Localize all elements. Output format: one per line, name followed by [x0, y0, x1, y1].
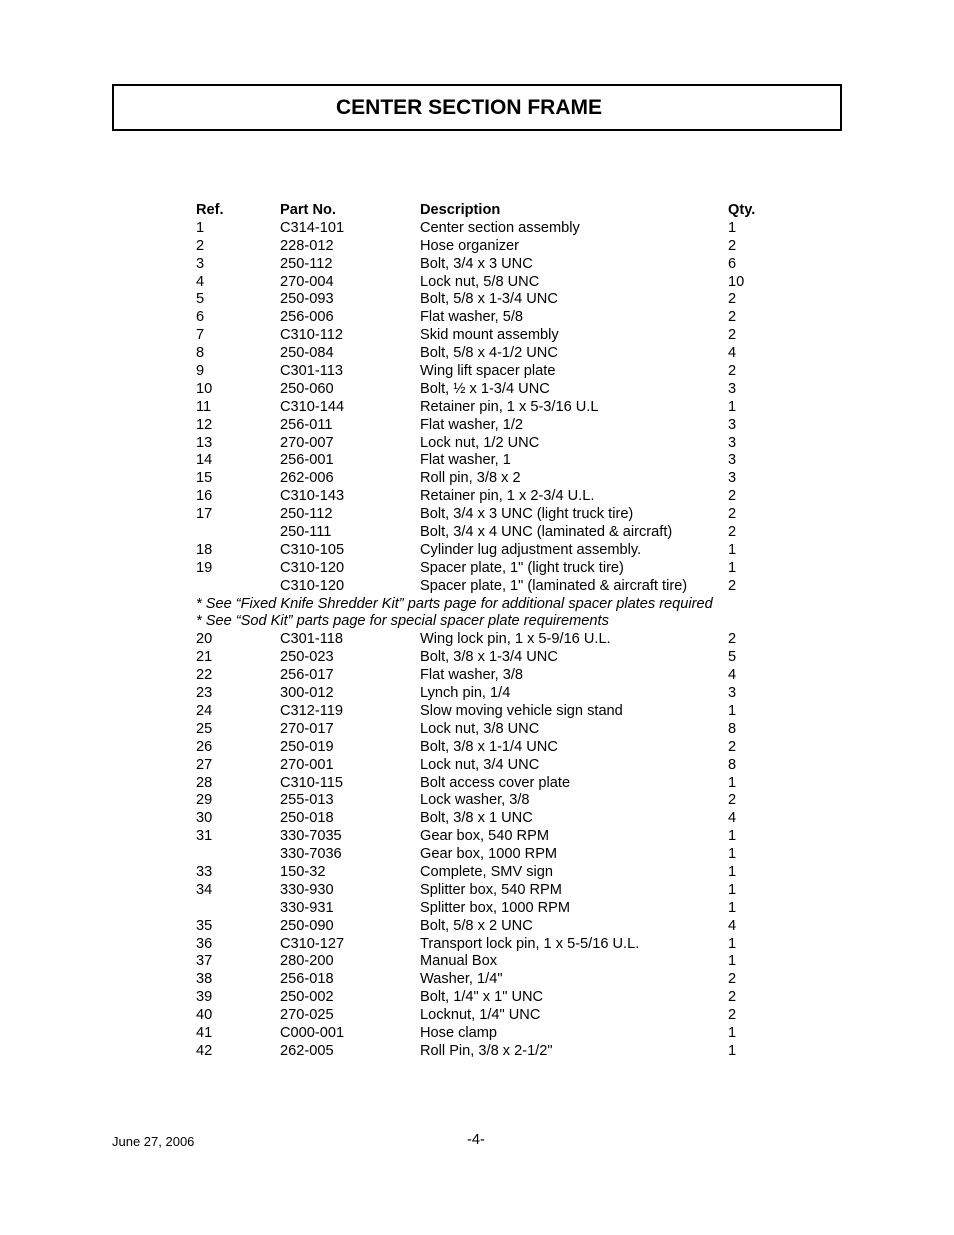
- ref-cell: 4: [196, 273, 205, 290]
- qty-cell: 3: [728, 685, 737, 702]
- qty-cell: 2: [728, 363, 737, 380]
- qty-cell: 8: [728, 720, 737, 737]
- description-cell: Bolt, 5/8 x 4-1/2 UNC: [420, 345, 558, 362]
- qty-cell: 3: [728, 470, 737, 487]
- header-part-no: Part No.: [280, 202, 336, 218]
- page-number: -4-: [467, 1132, 485, 1148]
- qty-cell: 2: [728, 1007, 737, 1024]
- part-no-cell: 250-084: [280, 345, 334, 362]
- table-row: [196, 363, 796, 381]
- ref-cell: 31: [196, 828, 213, 845]
- part-no-cell: 256-018: [280, 971, 334, 988]
- qty-cell: 2: [728, 631, 737, 648]
- parts-note: [196, 596, 796, 614]
- table-row: [196, 220, 796, 238]
- table-row: [196, 882, 796, 900]
- table-row: [196, 810, 796, 828]
- qty-cell: 3: [728, 380, 737, 397]
- description-cell: Gear box, 540 RPM: [420, 828, 549, 845]
- qty-cell: 1: [728, 935, 737, 952]
- ref-cell: 18: [196, 541, 213, 558]
- ref-cell: 5: [196, 291, 205, 308]
- parts-note: [196, 613, 796, 631]
- qty-cell: 3: [728, 416, 737, 433]
- qty-cell: 1: [728, 559, 737, 576]
- ref-cell: 36: [196, 935, 213, 952]
- table-row: [196, 435, 796, 453]
- description-cell: Lock nut, 1/2 UNC: [420, 434, 540, 451]
- table-row: [196, 345, 796, 363]
- note-text: * See “Sod Kit” parts page for special spacer plate requirements: [196, 613, 609, 630]
- qty-cell: 1: [728, 828, 737, 845]
- table-row: [196, 828, 796, 846]
- description-cell: Manual Box: [420, 953, 498, 970]
- ref-cell: 20: [196, 631, 213, 648]
- qty-cell: 4: [728, 667, 737, 684]
- qty-cell: 2: [728, 237, 737, 254]
- table-row: [196, 488, 796, 506]
- qty-cell: 2: [728, 309, 737, 326]
- ref-cell: 42: [196, 1042, 213, 1059]
- part-no-cell: 250-023: [280, 649, 334, 666]
- description-cell: Wing lock pin, 1 x 5-9/16 U.L.: [420, 631, 611, 648]
- description-cell: Flat washer, 1/2: [420, 416, 524, 433]
- table-row: [196, 667, 796, 685]
- qty-cell: 2: [728, 577, 737, 594]
- description-cell: Lynch pin, 1/4: [420, 685, 511, 702]
- description-cell: Bolt, 3/4 x 4 UNC (laminated & aircraft): [420, 524, 673, 541]
- description-cell: Washer, 1/4": [420, 971, 503, 988]
- table-row: [196, 327, 796, 345]
- table-row: [196, 1043, 796, 1061]
- part-no-cell: C310-143: [280, 488, 345, 505]
- qty-cell: 1: [728, 541, 737, 558]
- description-cell: Locknut, 1/4" UNC: [420, 1007, 541, 1024]
- part-no-cell: 270-001: [280, 756, 334, 773]
- table-row: [196, 971, 796, 989]
- table-row: [196, 631, 796, 649]
- part-no-cell: 280-200: [280, 953, 334, 970]
- description-cell: Lock washer, 3/8: [420, 792, 530, 809]
- qty-cell: 6: [728, 255, 737, 272]
- part-no-cell: C310-120: [280, 577, 345, 594]
- description-cell: Slow moving vehicle sign stand: [420, 702, 623, 719]
- ref-cell: 27: [196, 756, 213, 773]
- part-no-cell: 228-012: [280, 237, 334, 254]
- qty-cell: 8: [728, 756, 737, 773]
- qty-cell: 2: [728, 971, 737, 988]
- description-cell: Retainer pin, 1 x 2-3/4 U.L.: [420, 488, 595, 505]
- qty-cell: 4: [728, 917, 737, 934]
- part-no-cell: C310-115: [280, 774, 344, 791]
- part-no-cell: 250-112: [280, 255, 333, 272]
- table-row: [196, 900, 796, 918]
- part-no-cell: 262-006: [280, 470, 334, 487]
- qty-cell: 2: [728, 792, 737, 809]
- part-no-cell: C312-119: [280, 702, 344, 719]
- part-no-cell: C310-127: [280, 935, 345, 952]
- description-cell: Hose organizer: [420, 237, 519, 254]
- ref-cell: 39: [196, 989, 213, 1006]
- ref-cell: 10: [196, 380, 213, 397]
- description-cell: Wing lift spacer plate: [420, 363, 556, 380]
- qty-cell: 2: [728, 506, 737, 523]
- description-cell: Bolt access cover plate: [420, 774, 571, 791]
- description-cell: Spacer plate, 1" (light truck tire): [420, 559, 624, 576]
- qty-cell: 1: [728, 863, 737, 880]
- part-no-cell: 250-002: [280, 989, 334, 1006]
- ref-cell: 25: [196, 720, 213, 737]
- ref-cell: 9: [196, 363, 205, 380]
- qty-cell: 1: [728, 1024, 737, 1041]
- ref-cell: 17: [196, 506, 213, 523]
- table-row: [196, 846, 796, 864]
- description-cell: Roll pin, 3/8 x 2: [420, 470, 521, 487]
- description-cell: Lock nut, 3/4 UNC: [420, 756, 540, 773]
- table-row: [196, 721, 796, 739]
- ref-cell: 3: [196, 255, 205, 272]
- table-row: [196, 238, 796, 256]
- part-no-cell: 256-017: [280, 667, 334, 684]
- qty-cell: 1: [728, 881, 737, 898]
- table-row: [196, 399, 796, 417]
- part-no-cell: C000-001: [280, 1024, 345, 1041]
- description-cell: Skid mount assembly: [420, 327, 559, 344]
- qty-cell: 4: [728, 345, 737, 362]
- description-cell: Gear box, 1000 RPM: [420, 846, 558, 863]
- description-cell: Retainer pin, 1 x 5-3/16 U.L: [420, 398, 599, 415]
- table-row: [196, 918, 796, 936]
- description-cell: Flat washer, 5/8: [420, 309, 524, 326]
- table-row: [196, 685, 796, 703]
- qty-cell: 1: [728, 899, 737, 916]
- page-title: CENTER SECTION FRAME: [336, 96, 603, 119]
- description-cell: Hose clamp: [420, 1024, 498, 1041]
- qty-cell: 2: [728, 488, 737, 505]
- qty-cell: 2: [728, 738, 737, 755]
- part-no-cell: 270-004: [280, 273, 334, 290]
- qty-cell: 1: [728, 219, 737, 236]
- description-cell: Bolt, 3/4 x 3 UNC: [420, 255, 533, 272]
- table-row: [196, 936, 796, 954]
- part-no-cell: 256-011: [280, 416, 333, 433]
- header-ref: Ref.: [196, 202, 224, 218]
- ref-cell: 8: [196, 345, 205, 362]
- table-row: [196, 989, 796, 1007]
- description-cell: Complete, SMV sign: [420, 863, 554, 880]
- part-no-cell: 250-060: [280, 380, 334, 397]
- description-cell: Splitter box, 540 RPM: [420, 881, 562, 898]
- qty-cell: 2: [728, 524, 737, 541]
- description-cell: Bolt, 1/4" x 1" UNC: [420, 989, 544, 1006]
- qty-cell: 4: [728, 810, 737, 827]
- ref-cell: 41: [196, 1024, 213, 1041]
- description-cell: Bolt, 5/8 x 2 UNC: [420, 917, 533, 934]
- ref-cell: 16: [196, 488, 213, 505]
- qty-cell: 1: [728, 953, 737, 970]
- description-cell: Flat washer, 1: [420, 452, 511, 469]
- part-no-cell: 330-7036: [280, 846, 342, 863]
- part-no-cell: 330-7035: [280, 828, 342, 845]
- part-no-cell: 255-013: [280, 792, 334, 809]
- qty-cell: 1: [728, 774, 737, 791]
- description-cell: Cylinder lug adjustment assembly.: [420, 541, 642, 558]
- part-no-cell: 330-931: [280, 899, 334, 916]
- description-cell: Center section assembly: [420, 219, 580, 236]
- header-qty: Qty.: [728, 202, 756, 218]
- part-no-cell: C310-105: [280, 541, 345, 558]
- part-no-cell: C314-101: [280, 219, 345, 236]
- ref-cell: 24: [196, 702, 213, 719]
- description-cell: Bolt, 3/8 x 1-3/4 UNC: [420, 649, 558, 666]
- qty-cell: 3: [728, 452, 737, 469]
- table-row: [196, 739, 796, 757]
- ref-cell: 11: [196, 398, 212, 415]
- table-row: [196, 524, 796, 542]
- part-no-cell: 250-090: [280, 917, 334, 934]
- part-no-cell: C310-120: [280, 559, 345, 576]
- ref-cell: 34: [196, 881, 213, 898]
- note-text: * See “Fixed Knife Shredder Kit” parts page for additional spacer plates required: [196, 595, 713, 612]
- qty-cell: 3: [728, 434, 737, 451]
- ref-cell: 22: [196, 667, 213, 684]
- qty-cell: 1: [728, 1042, 737, 1059]
- table-row: [196, 542, 796, 560]
- ref-cell: 21: [196, 649, 213, 666]
- ref-cell: 37: [196, 953, 213, 970]
- table-row: [196, 309, 796, 327]
- table-row: [196, 274, 796, 292]
- part-no-cell: 250-112: [280, 506, 333, 523]
- table-row: [196, 703, 796, 721]
- parts-list-header: [196, 202, 796, 220]
- qty-cell: 10: [728, 273, 745, 290]
- part-no-cell: C310-112: [280, 327, 344, 344]
- description-cell: Flat washer, 3/8: [420, 667, 524, 684]
- table-row: [196, 1007, 796, 1025]
- ref-cell: 33: [196, 863, 213, 880]
- description-cell: Bolt, ½ x 1-3/4 UNC: [420, 380, 550, 397]
- description-cell: Bolt, 3/8 x 1-1/4 UNC: [420, 738, 558, 755]
- ref-cell: 13: [196, 434, 213, 451]
- part-no-cell: 270-017: [280, 720, 334, 737]
- table-row: [196, 417, 796, 435]
- qty-cell: 1: [728, 846, 737, 863]
- table-row: [196, 649, 796, 667]
- table-row: [196, 578, 796, 596]
- ref-cell: 23: [196, 685, 213, 702]
- description-cell: Bolt, 3/8 x 1 UNC: [420, 810, 533, 827]
- ref-cell: 2: [196, 237, 205, 254]
- table-row: [196, 792, 796, 810]
- ref-cell: 12: [196, 416, 213, 433]
- part-no-cell: 250-093: [280, 291, 334, 308]
- ref-cell: 19: [196, 559, 213, 576]
- description-cell: Bolt, 5/8 x 1-3/4 UNC: [420, 291, 558, 308]
- ref-cell: 35: [196, 917, 213, 934]
- ref-cell: 1: [196, 219, 205, 236]
- table-row: [196, 470, 796, 488]
- part-no-cell: 256-006: [280, 309, 334, 326]
- part-no-cell: 262-005: [280, 1042, 334, 1059]
- part-no-cell: C301-118: [280, 631, 344, 648]
- title-box: [112, 84, 842, 131]
- qty-cell: 1: [728, 398, 737, 415]
- description-cell: Lock nut, 3/8 UNC: [420, 720, 540, 737]
- ref-cell: 14: [196, 452, 213, 469]
- table-row: [196, 560, 796, 578]
- part-no-cell: 330-930: [280, 881, 334, 898]
- footer-date: June 27, 2006: [112, 1134, 195, 1149]
- part-no-cell: C301-113: [280, 363, 344, 380]
- part-no-cell: 256-001: [280, 452, 334, 469]
- part-no-cell: C310-144: [280, 398, 345, 415]
- table-row: [196, 775, 796, 793]
- header-description: Description: [420, 202, 501, 218]
- part-no-cell: 250-018: [280, 810, 334, 827]
- ref-cell: 28: [196, 774, 213, 791]
- part-no-cell: 270-025: [280, 1007, 334, 1024]
- table-row: [196, 452, 796, 470]
- qty-cell: 2: [728, 291, 737, 308]
- part-no-cell: 250-111: [280, 524, 332, 541]
- description-cell: Splitter box, 1000 RPM: [420, 899, 571, 916]
- description-cell: Bolt, 3/4 x 3 UNC (light truck tire): [420, 506, 634, 523]
- table-row: [196, 506, 796, 524]
- ref-cell: 15: [196, 470, 213, 487]
- ref-cell: 29: [196, 792, 213, 809]
- part-no-cell: 300-012: [280, 685, 334, 702]
- description-cell: Spacer plate, 1" (laminated & aircraft tire): [420, 577, 688, 594]
- qty-cell: 1: [728, 702, 737, 719]
- table-row: [196, 953, 796, 971]
- table-row: [196, 256, 796, 274]
- ref-cell: 30: [196, 810, 213, 827]
- table-row: [196, 1025, 796, 1043]
- qty-cell: 5: [728, 649, 737, 666]
- qty-cell: 2: [728, 989, 737, 1006]
- description-cell: Roll Pin, 3/8 x 2-1/2": [420, 1042, 553, 1059]
- part-no-cell: 150-32: [280, 863, 326, 880]
- ref-cell: 40: [196, 1007, 213, 1024]
- parts-list-rows: [196, 220, 796, 1061]
- part-no-cell: 250-019: [280, 738, 334, 755]
- ref-cell: 6: [196, 309, 205, 326]
- table-row: [196, 381, 796, 399]
- parts-list: [196, 202, 796, 1061]
- ref-cell: 7: [196, 327, 205, 344]
- table-row: [196, 757, 796, 775]
- ref-cell: 26: [196, 738, 213, 755]
- qty-cell: 2: [728, 327, 737, 344]
- table-row: [196, 291, 796, 309]
- description-cell: Transport lock pin, 1 x 5-5/16 U.L.: [420, 935, 640, 952]
- description-cell: Lock nut, 5/8 UNC: [420, 273, 540, 290]
- ref-cell: 38: [196, 971, 213, 988]
- table-row: [196, 864, 796, 882]
- part-no-cell: 270-007: [280, 434, 334, 451]
